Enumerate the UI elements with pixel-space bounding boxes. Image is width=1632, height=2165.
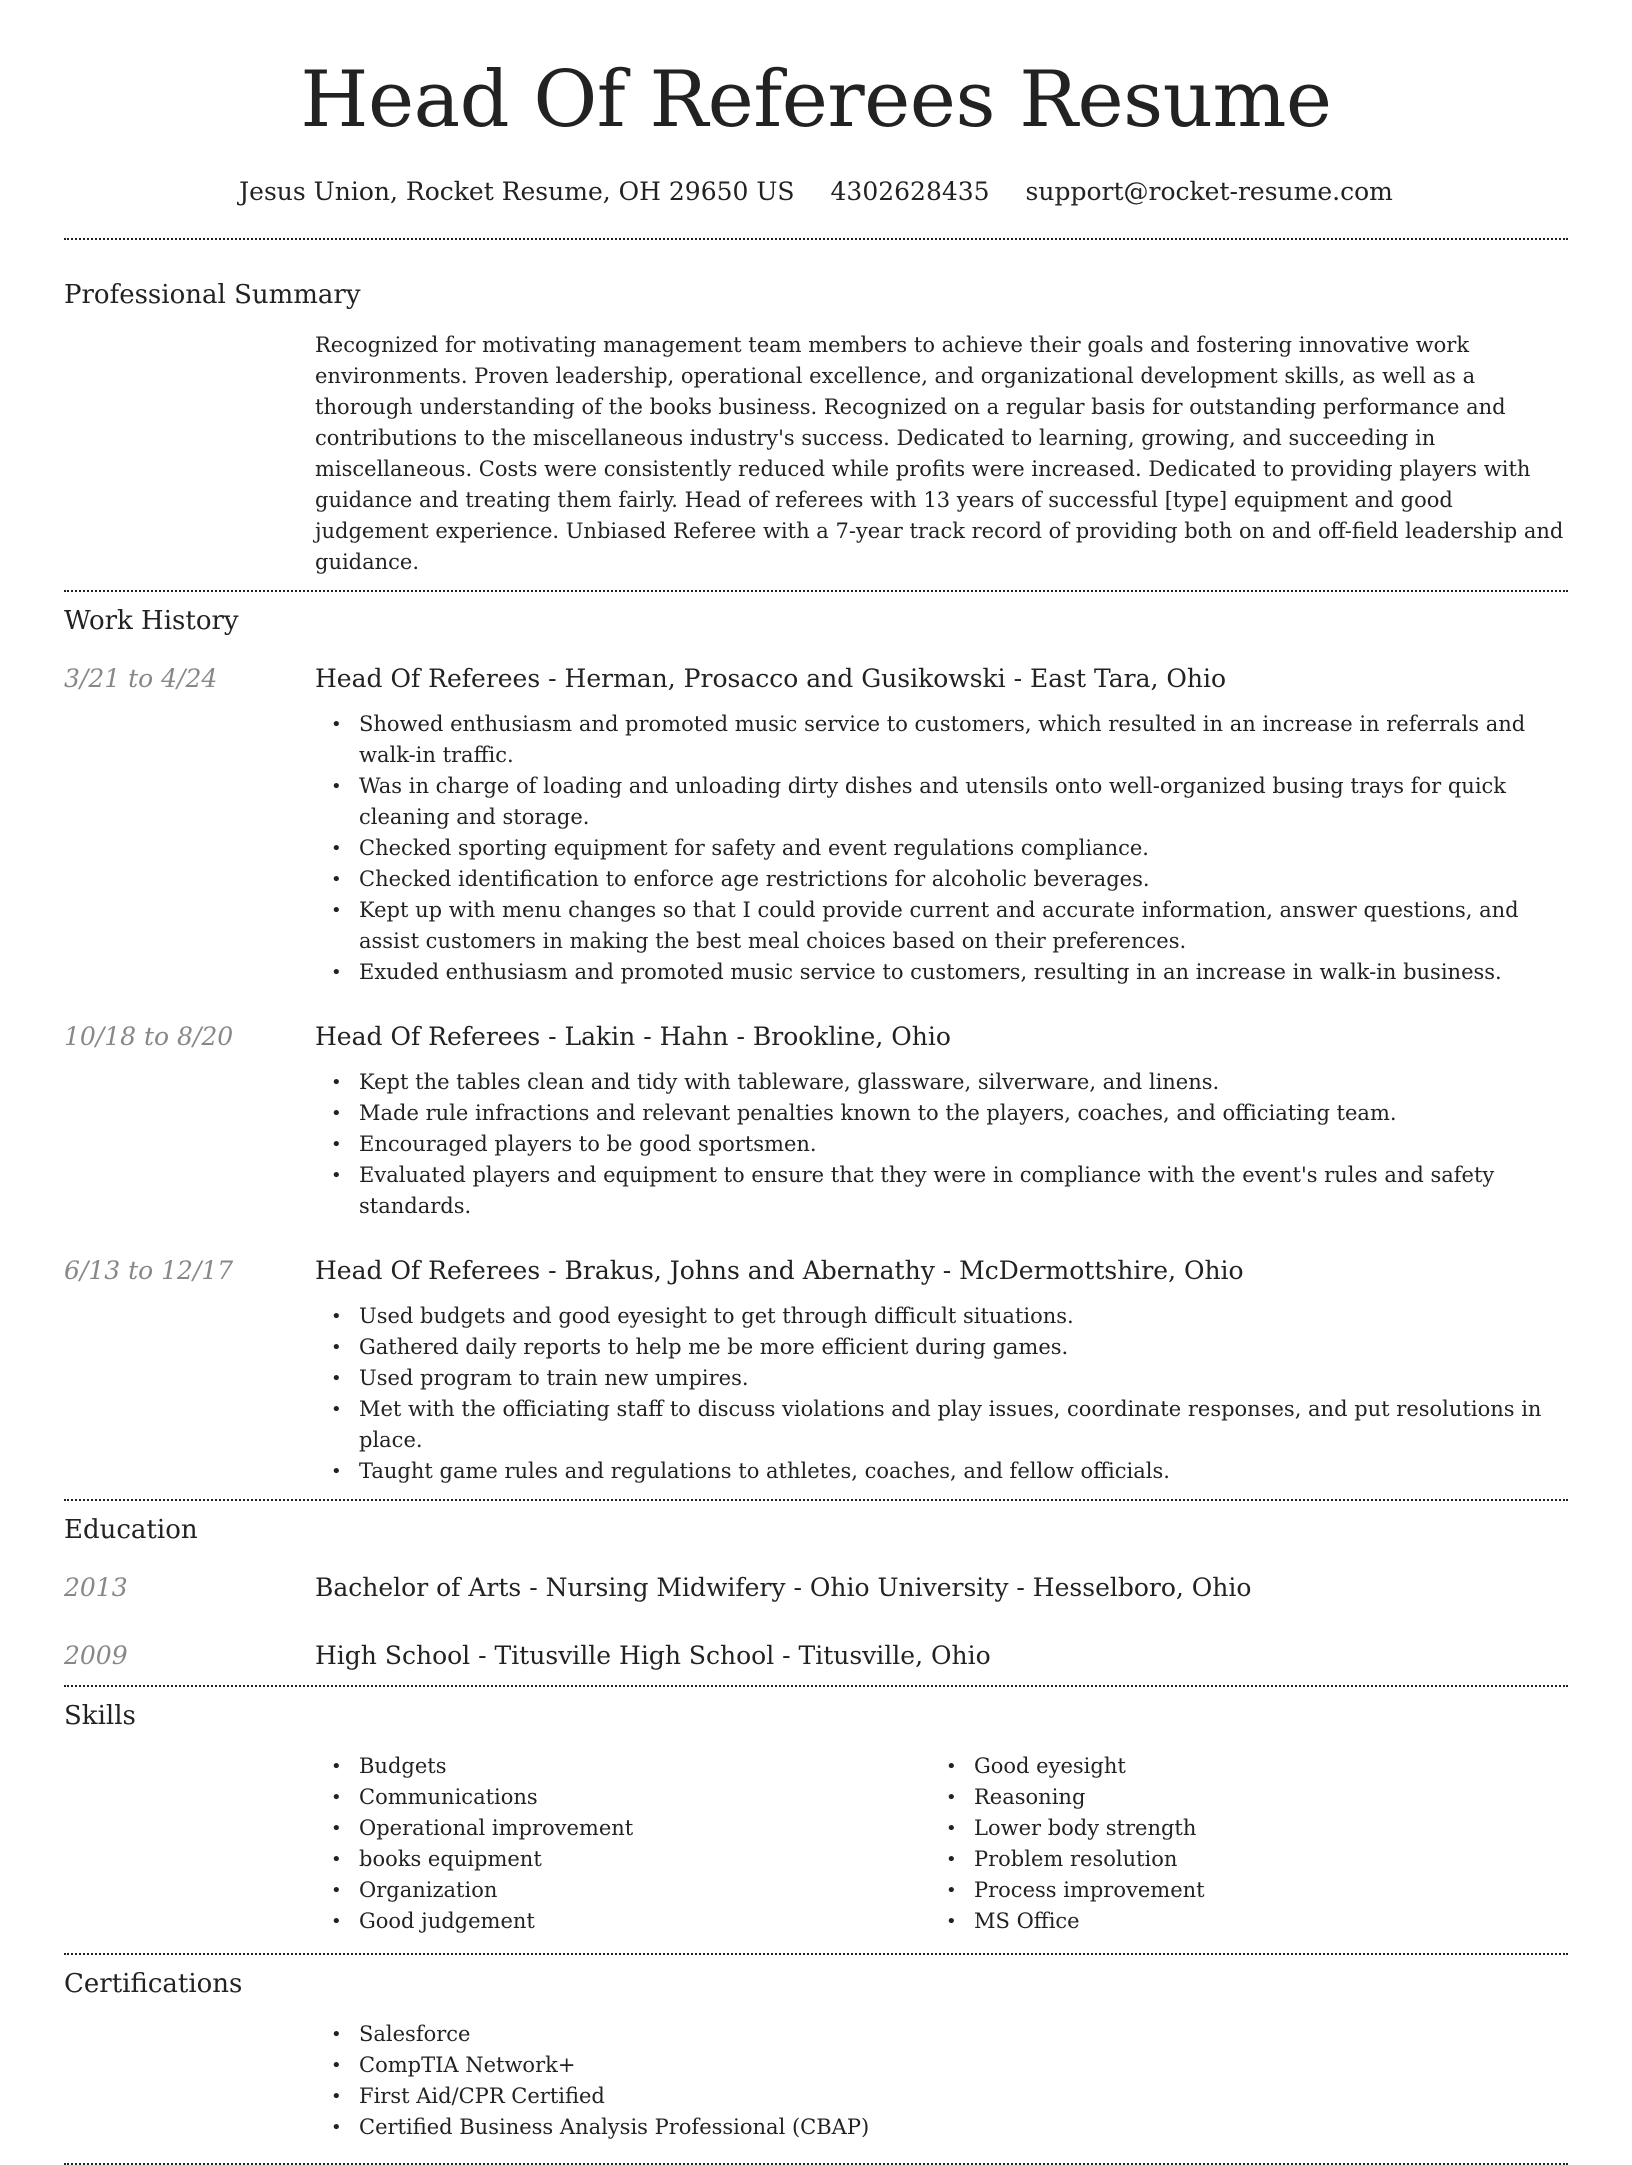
list-item: • Salesforce xyxy=(315,2019,1568,2050)
education-entry xyxy=(64,1571,1568,1605)
contact-email: support@rocket-resume.com xyxy=(1025,177,1393,206)
list-item: • Certified Business Analysis Professional (CBAP) xyxy=(315,2112,1568,2143)
list-item: • Was in charge of loading and unloading dirty dishes and utensils onto well-organized busing trays for quick cleaning and storage. xyxy=(315,771,1568,833)
skills-list-left xyxy=(315,1751,930,1937)
list-item: • books equipment xyxy=(315,1844,930,1875)
list-item: • Good judgement xyxy=(315,1906,930,1937)
list-item: • Exuded enthusiasm and promoted music service to customers, resulting in an increase in walk-in business. xyxy=(315,957,1568,988)
list-item: • Organization xyxy=(315,1875,930,1906)
list-item: • Checked sporting equipment for safety and event regulations compliance. xyxy=(315,833,1568,864)
list-item: • Used program to train new umpires. xyxy=(315,1363,1568,1394)
list-item: • Kept the tables clean and tidy with tableware, glassware, silverware, and linens. xyxy=(315,1067,1568,1098)
list-item: • Used budgets and good eyesight to get through difficult situations. xyxy=(315,1301,1568,1332)
list-item: • Met with the officiating staff to discuss violations and play issues, coordinate responses, and put resolutions in place. xyxy=(315,1394,1568,1456)
contact-address: Jesus Union, Rocket Resume, OH 29650 US xyxy=(239,177,795,206)
section-heading-certifications: Certifications xyxy=(64,1969,243,1999)
list-item: • Checked identification to enforce age restrictions for alcoholic beverages. xyxy=(315,864,1568,895)
job-entry xyxy=(64,1254,1568,1487)
education-year: 2013 xyxy=(64,1573,128,1602)
contact-phone: 4302628435 xyxy=(830,177,990,206)
education-text: Bachelor of Arts - Nursing Midwifery - Ohio University - Hesselboro, Ohio xyxy=(315,1573,1252,1602)
job-title: Head Of Referees - Lakin - Hahn - Brookline, Ohio xyxy=(315,1022,951,1051)
job-entry xyxy=(64,1020,1568,1222)
certifications-section xyxy=(64,1967,1568,2143)
list-item: • Operational improvement xyxy=(315,1813,930,1844)
list-item: • Communications xyxy=(315,1782,930,1813)
list-item: • Good eyesight xyxy=(930,1751,1545,1782)
section-heading-work: Work History xyxy=(64,606,239,636)
certifications-list xyxy=(315,2019,1568,2143)
work-history-section xyxy=(64,604,1568,1487)
section-divider xyxy=(64,1953,1568,1955)
list-item: • Process improvement xyxy=(930,1875,1545,1906)
list-item: • CompTIA Network+ xyxy=(315,2050,1568,2081)
list-item: • Gathered daily reports to help me be more efficient during games. xyxy=(315,1332,1568,1363)
education-entry xyxy=(64,1639,1568,1673)
resume-title: Head Of Referees Resume xyxy=(300,55,1332,145)
list-item: • Kept up with menu changes so that I could provide current and accurate information, answer questions, and assist customers in making the best meal choices based on their preferences. xyxy=(315,895,1568,957)
job-entry xyxy=(64,662,1568,988)
list-item: • Lower body strength xyxy=(930,1813,1545,1844)
education-year: 2009 xyxy=(64,1641,128,1670)
section-heading-summary: Professional Summary xyxy=(64,280,361,310)
section-divider xyxy=(64,1685,1568,1687)
education-text: High School - Titusville High School - Titusville, Ohio xyxy=(315,1641,991,1670)
contact-line xyxy=(64,176,1568,208)
summary-section xyxy=(64,278,1568,578)
job-bullets xyxy=(315,1301,1568,1487)
list-item: • MS Office xyxy=(930,1906,1545,1937)
list-item: • Problem resolution xyxy=(930,1844,1545,1875)
skills-section xyxy=(64,1699,1568,1937)
resume-page xyxy=(64,0,1568,2165)
job-bullets xyxy=(315,1067,1568,1222)
list-item: • Showed enthusiasm and promoted music service to customers, which resulted in an increase in referrals and walk-in traffic. xyxy=(315,709,1568,771)
job-title: Head Of Referees - Brakus, Johns and Abernathy - McDermottshire, Ohio xyxy=(315,1256,1244,1285)
section-divider xyxy=(64,1499,1568,1501)
section-heading-education: Education xyxy=(64,1515,198,1545)
section-divider xyxy=(64,238,1568,240)
list-item: • Taught game rules and regulations to athletes, coaches, and fellow officials. xyxy=(315,1456,1568,1487)
list-item: • Encouraged players to be good sportsmen. xyxy=(315,1129,1568,1160)
list-item: • Evaluated players and equipment to ensure that they were in compliance with the event's rules and safety standards. xyxy=(315,1160,1568,1222)
job-title: Head Of Referees - Herman, Prosacco and Gusikowski - East Tara, Ohio xyxy=(315,664,1227,693)
skills-list-right xyxy=(930,1751,1545,1937)
job-bullets xyxy=(315,709,1568,988)
job-dates: 3/21 to 4/24 xyxy=(64,664,218,693)
job-dates: 6/13 to 12/17 xyxy=(64,1256,234,1285)
summary-text: Recognized for motivating management team members to achieve their goals and fostering innovative work environments. Proven leadership, operational excellence, and organizational development skills, as well as a thorough understanding of the books business. Recognized on a regular basis for outstanding performance and contributions to the miscellaneous industry's success. Dedicated to learning, growing, and succeeding in miscellaneous. Costs were consistently reduced while profits were increased. Dedicated to providing players with guidance and treating them fairly. Head of referees with 13 years of successful [type] equipment and good judgement experience. Unbiased Referee with a 7-year track record of providing both on and off-field leadership and guidance. xyxy=(315,333,1564,574)
list-item: • First Aid/CPR Certified xyxy=(315,2081,1568,2112)
list-item: • Made rule infractions and relevant penalties known to the players, coaches, and officiating team. xyxy=(315,1098,1568,1129)
section-divider xyxy=(64,590,1568,592)
education-section xyxy=(64,1513,1568,1673)
list-item: • Budgets xyxy=(315,1751,930,1782)
job-dates: 10/18 to 8/20 xyxy=(64,1022,234,1051)
list-item: • Reasoning xyxy=(930,1782,1545,1813)
section-heading-skills: Skills xyxy=(64,1701,136,1731)
